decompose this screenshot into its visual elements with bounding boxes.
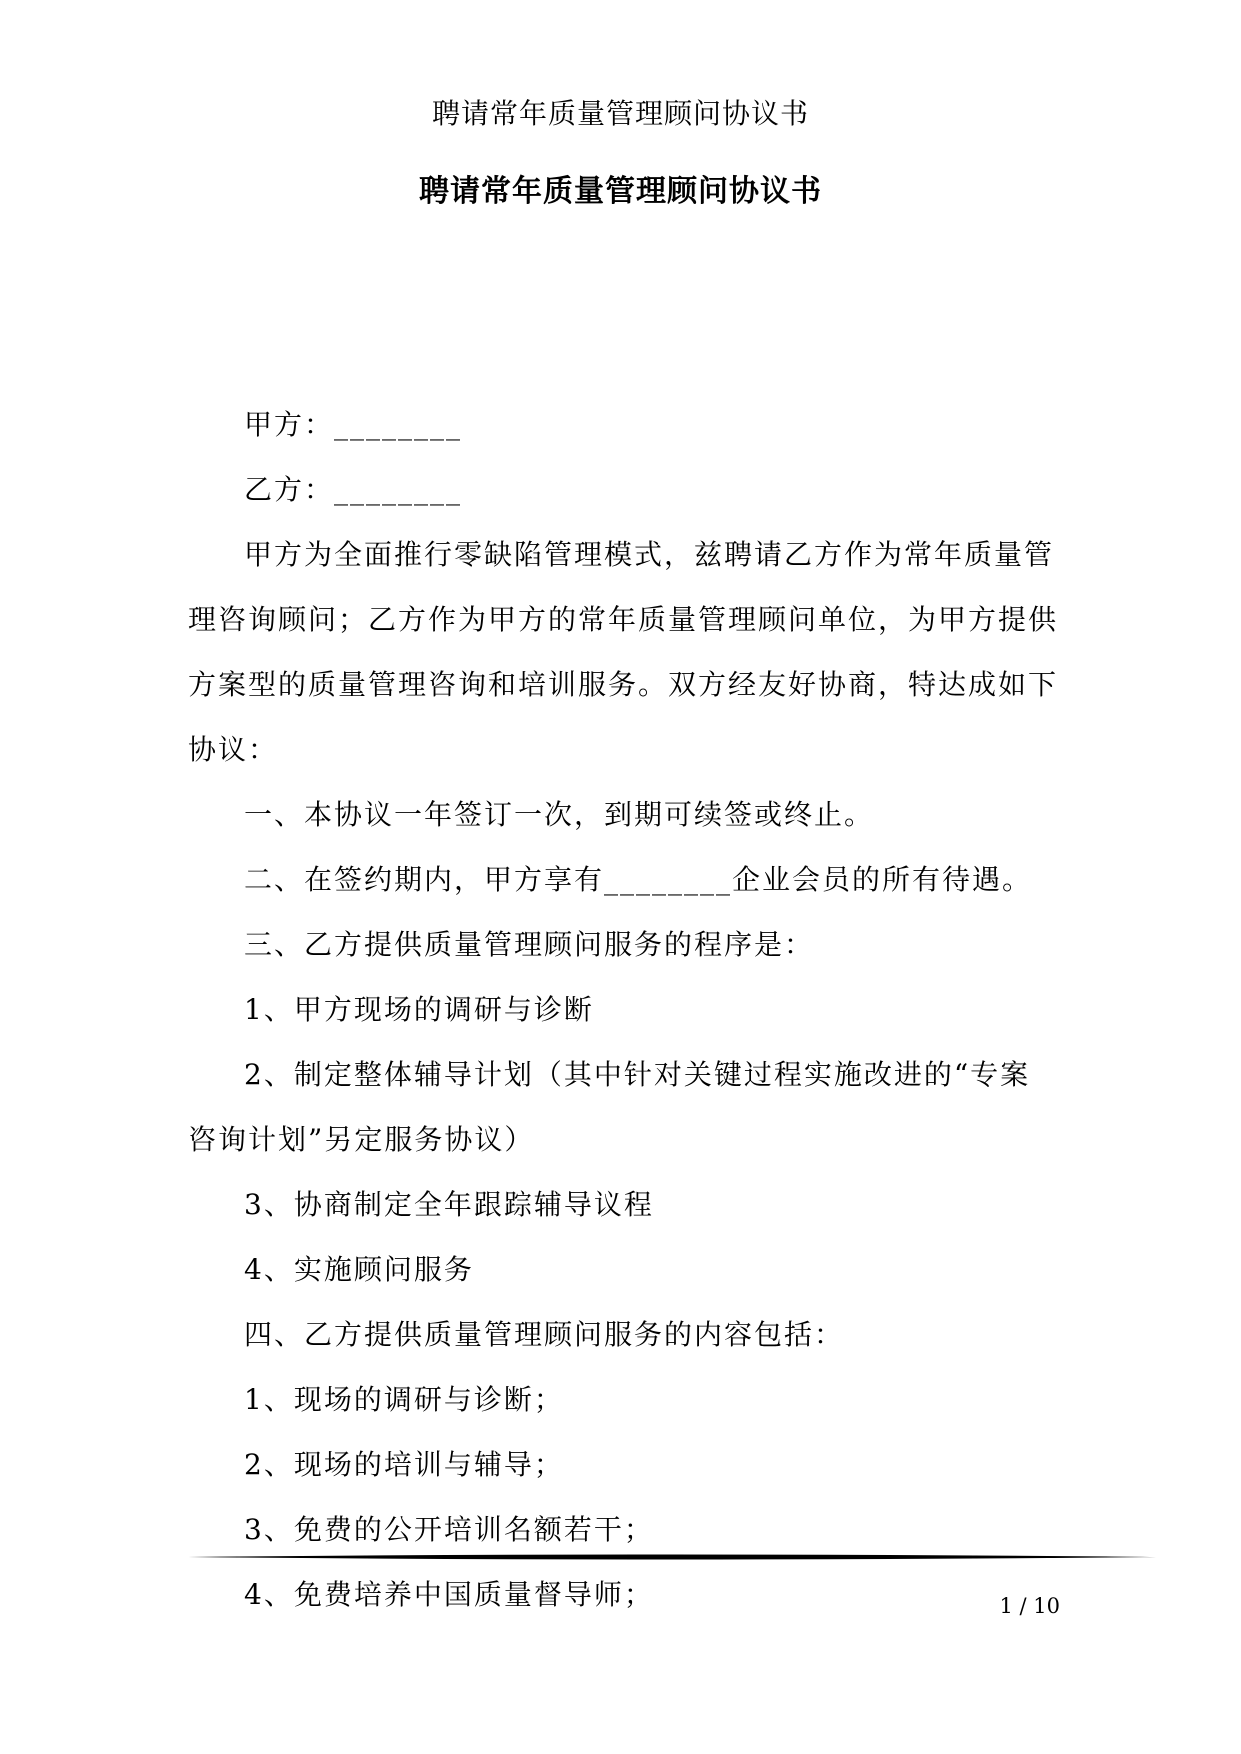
page-number: 1 / 10 <box>999 1594 1060 1618</box>
clause-4-heading: 四、乙方提供质量管理顾问服务的内容包括： <box>244 1318 845 1351</box>
footer-divider <box>188 1550 1156 1564</box>
clause-2: 二、在签约期内，甲方享有________企业会员的所有待遇。 <box>244 863 1033 896</box>
clause-4-item-1: 1、现场的调研与诊断； <box>244 1383 564 1416</box>
running-header: 聘请常年质量管理顾问协议书 <box>431 97 809 130</box>
clause-3-heading: 三、乙方提供质量管理顾问服务的程序是： <box>244 928 815 961</box>
clause-4-item-2: 2、现场的培训与辅导； <box>244 1448 564 1481</box>
document-body <box>188 392 1058 1627</box>
preamble-paragraph: 甲方为全面推行零缺陷管理模式，兹聘请乙方作为常年质量管理咨询顾问；乙方作为甲方的常年质量管理顾问单位，为甲方提供方案型的质量管理咨询和培训服务。双方经友好协商，特达成如下协议： <box>188 538 1059 766</box>
clause-1: 一、本协议一年签订一次，到期可续签或终止。 <box>244 798 875 831</box>
clause-3-item-1: 1、甲方现场的调研与诊断 <box>244 993 594 1026</box>
document-title: 聘请常年质量管理顾问协议书 <box>419 174 822 209</box>
party-a-line: 甲方：________ <box>244 408 463 441</box>
party-b-line: 乙方：________ <box>244 473 463 506</box>
clause-4-item-4: 4、免费培养中国质量督导师； <box>244 1578 654 1611</box>
clause-4-item-3: 3、免费的公开培训名额若干； <box>244 1513 654 1546</box>
clause-3-item-3: 3、协商制定全年跟踪辅导议程 <box>244 1188 654 1221</box>
clause-3-item-2: 2、制定整体辅导计划（其中针对关键过程实施改进的“专案咨询计划”另定服务协议） <box>188 1058 1031 1156</box>
clause-3-item-4: 4、实施顾问服务 <box>244 1253 474 1286</box>
